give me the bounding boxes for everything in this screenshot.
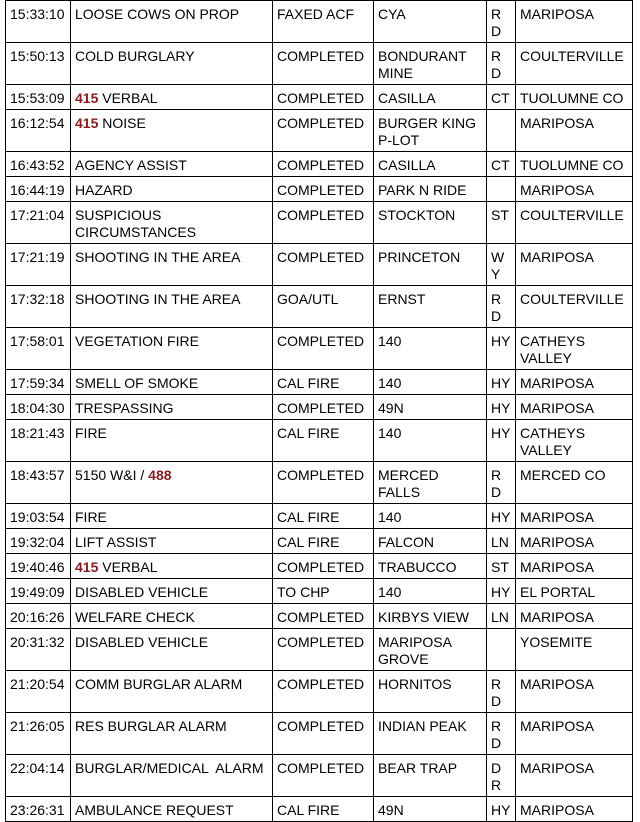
city-cell: MARIPOSA: [516, 110, 633, 152]
call-type-text: VERBAL: [98, 559, 158, 575]
city-cell: MARIPOSA: [516, 713, 633, 755]
city-cell: MARIPOSA: [516, 671, 633, 713]
table-row: [6, 43, 633, 85]
table-row: [6, 370, 633, 395]
street-cell: TRABUCCO: [374, 554, 487, 579]
table-row: [6, 629, 633, 671]
city-cell: EL PORTAL: [516, 579, 633, 604]
street-suffix-cell: RD: [487, 671, 516, 713]
city-cell: MARIPOSA: [516, 604, 633, 629]
call-time-cell: 17:59:34: [6, 370, 71, 395]
disposition-cell: TO CHP: [273, 579, 374, 604]
street-cell: 140: [374, 328, 487, 370]
street-suffix-cell: CT: [487, 85, 516, 110]
call-type-cell: [71, 370, 273, 395]
disposition-cell: COMPLETED: [273, 43, 374, 85]
city-cell: COULTERVILLE: [516, 286, 633, 328]
street-cell: 49N: [374, 797, 487, 822]
table-row: [6, 671, 633, 713]
street-suffix-cell: ST: [487, 554, 516, 579]
call-type-text: WELFARE CHECK: [75, 609, 195, 625]
call-time-cell: 21:26:05: [6, 713, 71, 755]
street-suffix-cell: HY: [487, 797, 516, 822]
call-time-cell: 20:16:26: [6, 604, 71, 629]
disposition-cell: COMPLETED: [273, 85, 374, 110]
call-type-text: VERBAL: [98, 90, 158, 106]
street-cell: 140: [374, 579, 487, 604]
street-suffix-cell: HY: [487, 395, 516, 420]
table-row: [6, 713, 633, 755]
call-type-cell: [71, 529, 273, 554]
call-type-cell: [71, 713, 273, 755]
call-time-cell: 19:49:09: [6, 579, 71, 604]
city-cell: MARIPOSA: [516, 797, 633, 822]
disposition-cell: COMPLETED: [273, 713, 374, 755]
call-type-cell: [71, 604, 273, 629]
disposition-cell: COMPLETED: [273, 604, 374, 629]
street-cell: FALCON: [374, 529, 487, 554]
street-cell: PARK N RIDE: [374, 177, 487, 202]
disposition-cell: COMPLETED: [273, 177, 374, 202]
city-cell: TUOLUMNE CO: [516, 152, 633, 177]
penal-code: 415: [75, 90, 99, 106]
disposition-cell: COMPLETED: [273, 328, 374, 370]
call-time-cell: 19:03:54: [6, 504, 71, 529]
street-suffix-cell: HY: [487, 370, 516, 395]
street-suffix-cell: HY: [487, 328, 516, 370]
call-time-cell: 15:50:13: [6, 43, 71, 85]
call-type-text: SHOOTING IN THE AREA: [75, 249, 241, 265]
table-row: [6, 755, 633, 797]
street-cell: 140: [374, 370, 487, 395]
call-type-text: FIRE: [75, 425, 107, 441]
call-type-text: SUSPICIOUS CIRCUMSTANCES: [75, 207, 197, 240]
street-cell: HORNITOS: [374, 671, 487, 713]
call-time-cell: 16:12:54: [6, 110, 71, 152]
call-type-cell: [71, 202, 273, 244]
table-row: [6, 554, 633, 579]
city-cell: MARIPOSA: [516, 1, 633, 43]
call-time-cell: 17:58:01: [6, 328, 71, 370]
call-time-cell: 19:32:04: [6, 529, 71, 554]
call-type-text: AGENCY ASSIST: [75, 157, 187, 173]
street-suffix-cell: [487, 629, 516, 671]
table-row: [6, 244, 633, 286]
call-type-text: TRESPASSING: [75, 400, 174, 416]
call-time-cell: 17:32:18: [6, 286, 71, 328]
disposition-cell: CAL FIRE: [273, 529, 374, 554]
street-cell: PRINCETON: [374, 244, 487, 286]
call-time-cell: 18:43:57: [6, 462, 71, 504]
street-cell: KIRBYS VIEW: [374, 604, 487, 629]
street-suffix-cell: HY: [487, 579, 516, 604]
city-cell: MARIPOSA: [516, 244, 633, 286]
street-cell: 140: [374, 504, 487, 529]
table-row: [6, 202, 633, 244]
penal-code: 488: [148, 467, 172, 483]
table-row: [6, 85, 633, 110]
call-time-cell: 18:04:30: [6, 395, 71, 420]
street-suffix-cell: [487, 177, 516, 202]
city-cell: MARIPOSA: [516, 177, 633, 202]
street-cell: MARIPOSA GROVE: [374, 629, 487, 671]
call-type-text: LOOSE COWS ON PROP: [75, 6, 240, 22]
penal-code: 415: [75, 559, 99, 575]
disposition-cell: COMPLETED: [273, 671, 374, 713]
street-cell: CASILLA: [374, 152, 487, 177]
call-log-body: [6, 1, 633, 822]
street-suffix-cell: ST: [487, 202, 516, 244]
city-cell: MARIPOSA: [516, 529, 633, 554]
disposition-cell: COMPLETED: [273, 152, 374, 177]
table-row: [6, 604, 633, 629]
street-suffix-cell: LN: [487, 604, 516, 629]
street-suffix-cell: DR: [487, 755, 516, 797]
call-type-text: DISABLED VEHICLE: [75, 634, 209, 650]
table-row: [6, 152, 633, 177]
disposition-cell: FAXED ACF: [273, 1, 374, 43]
table-row: [6, 328, 633, 370]
table-row: [6, 395, 633, 420]
call-time-cell: 17:21:19: [6, 244, 71, 286]
street-cell: 49N: [374, 395, 487, 420]
street-cell: INDIAN PEAK: [374, 713, 487, 755]
call-type-cell: [71, 554, 273, 579]
call-type-cell: [71, 504, 273, 529]
call-type-cell: [71, 797, 273, 822]
call-type-cell: [71, 671, 273, 713]
call-type-cell: [71, 579, 273, 604]
street-suffix-cell: HY: [487, 504, 516, 529]
city-cell: COULTERVILLE: [516, 202, 633, 244]
city-cell: MARIPOSA: [516, 755, 633, 797]
call-type-text: FIRE: [75, 509, 107, 525]
street-cell: MERCED FALLS: [374, 462, 487, 504]
call-time-cell: 15:53:09: [6, 85, 71, 110]
call-type-cell: [71, 755, 273, 797]
call-type-text: COMM BURGLAR ALARM: [75, 676, 243, 692]
disposition-cell: COMPLETED: [273, 395, 374, 420]
city-cell: YOSEMITE: [516, 629, 633, 671]
call-time-cell: 20:31:32: [6, 629, 71, 671]
city-cell: CATHEYS VALLEY: [516, 328, 633, 370]
city-cell: TUOLUMNE CO: [516, 85, 633, 110]
call-type-cell: [71, 110, 273, 152]
table-row: [6, 286, 633, 328]
street-suffix-cell: RD: [487, 462, 516, 504]
street-suffix-cell: RD: [487, 1, 516, 43]
call-type-cell: [71, 177, 273, 202]
disposition-cell: COMPLETED: [273, 110, 374, 152]
call-time-cell: 16:44:19: [6, 177, 71, 202]
call-time-cell: 15:33:10: [6, 1, 71, 43]
call-type-text: SHOOTING IN THE AREA: [75, 291, 241, 307]
disposition-cell: COMPLETED: [273, 755, 374, 797]
call-type-text: VEGETATION FIRE: [75, 333, 199, 349]
street-suffix-cell: RD: [487, 43, 516, 85]
disposition-cell: COMPLETED: [273, 629, 374, 671]
call-time-cell: 16:43:52: [6, 152, 71, 177]
street-cell: CASILLA: [374, 85, 487, 110]
call-type-text: COLD BURGLARY: [75, 48, 195, 64]
street-suffix-cell: [487, 110, 516, 152]
disposition-cell: CAL FIRE: [273, 504, 374, 529]
call-type-cell: [71, 629, 273, 671]
street-cell: 140: [374, 420, 487, 462]
call-type-cell: [71, 420, 273, 462]
call-type-cell: [71, 395, 273, 420]
call-type-text: BURGLAR/MEDICAL ALARM: [75, 760, 264, 776]
street-cell: CYA: [374, 1, 487, 43]
street-cell: STOCKTON: [374, 202, 487, 244]
table-row: [6, 797, 633, 822]
disposition-cell: COMPLETED: [273, 462, 374, 504]
call-type-text: HAZARD: [75, 182, 133, 198]
disposition-cell: CAL FIRE: [273, 797, 374, 822]
call-time-cell: 23:26:31: [6, 797, 71, 822]
city-cell: MARIPOSA: [516, 554, 633, 579]
table-row: [6, 420, 633, 462]
table-row: [6, 110, 633, 152]
street-cell: BURGER KING P-LOT: [374, 110, 487, 152]
disposition-cell: COMPLETED: [273, 554, 374, 579]
table-row: [6, 504, 633, 529]
call-type-cell: [71, 286, 273, 328]
disposition-cell: GOA/UTL: [273, 286, 374, 328]
call-type-text: 5150 W&I /: [75, 467, 149, 483]
call-time-cell: 17:21:04: [6, 202, 71, 244]
call-log-table: [5, 0, 633, 822]
street-cell: ERNST: [374, 286, 487, 328]
penal-code: 415: [75, 115, 99, 131]
disposition-cell: CAL FIRE: [273, 420, 374, 462]
city-cell: COULTERVILLE: [516, 43, 633, 85]
disposition-cell: COMPLETED: [273, 244, 374, 286]
call-type-text: RES BURGLAR ALARM: [75, 718, 227, 734]
call-type-text: NOISE: [98, 115, 146, 131]
city-cell: MERCED CO: [516, 462, 633, 504]
call-type-cell: [71, 85, 273, 110]
street-suffix-cell: LN: [487, 529, 516, 554]
table-row: [6, 462, 633, 504]
call-type-cell: [71, 43, 273, 85]
call-type-cell: [71, 1, 273, 43]
call-time-cell: 22:04:14: [6, 755, 71, 797]
call-type-cell: [71, 244, 273, 286]
street-cell: BONDURANT MINE: [374, 43, 487, 85]
city-cell: MARIPOSA: [516, 370, 633, 395]
call-type-text: DISABLED VEHICLE: [75, 584, 209, 600]
call-type-text: LIFT ASSIST: [75, 534, 157, 550]
city-cell: MARIPOSA: [516, 395, 633, 420]
street-suffix-cell: HY: [487, 420, 516, 462]
call-type-text: SMELL OF SMOKE: [75, 375, 199, 391]
call-time-cell: 21:20:54: [6, 671, 71, 713]
call-time-cell: 19:40:46: [6, 554, 71, 579]
street-suffix-cell: CT: [487, 152, 516, 177]
call-type-cell: [71, 328, 273, 370]
call-type-cell: [71, 152, 273, 177]
table-row: [6, 1, 633, 43]
street-suffix-cell: WY: [487, 244, 516, 286]
call-time-cell: 18:21:43: [6, 420, 71, 462]
disposition-cell: COMPLETED: [273, 202, 374, 244]
city-cell: CATHEYS VALLEY: [516, 420, 633, 462]
call-type-text: AMBULANCE REQUEST: [75, 802, 234, 818]
call-type-cell: [71, 462, 273, 504]
city-cell: MARIPOSA: [516, 504, 633, 529]
table-row: [6, 177, 633, 202]
disposition-cell: CAL FIRE: [273, 370, 374, 395]
table-row: [6, 579, 633, 604]
table-row: [6, 529, 633, 554]
street-suffix-cell: RD: [487, 286, 516, 328]
street-cell: BEAR TRAP: [374, 755, 487, 797]
street-suffix-cell: RD: [487, 713, 516, 755]
